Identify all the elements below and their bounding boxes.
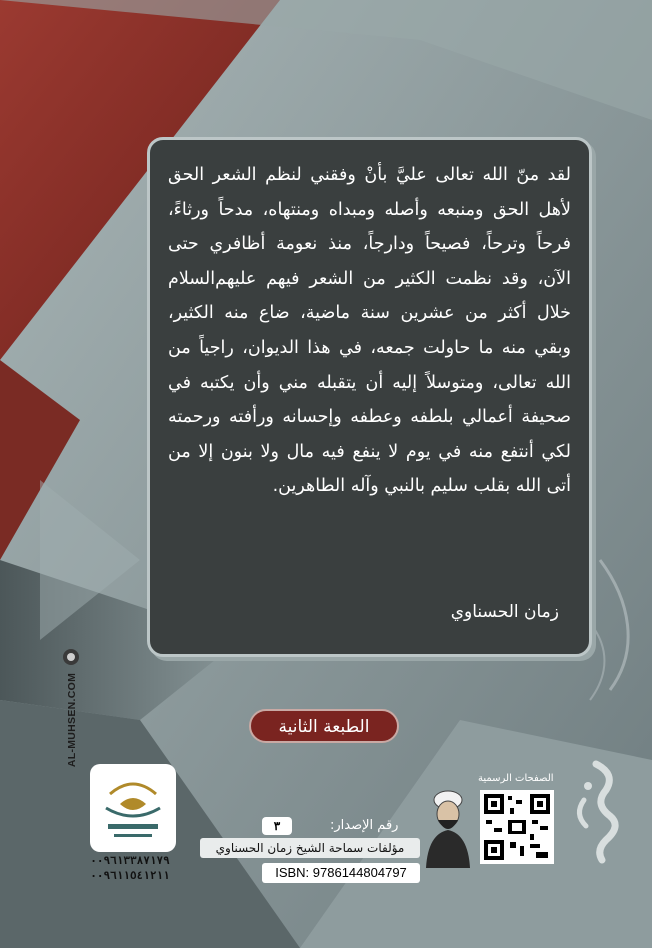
quote-panel bbox=[147, 137, 592, 657]
quote-text: لقد منّ الله تعالى عليَّ بأنْ وفقني لنظم الشعر الحق لأهل الحق ومنبعه وأصله ومبداه ومنتهاه، مدحاً ورثاءً، فرحاً وترحاً، فصيحاً ودارجاً، منذ نعومة أظافري حتى الآن، وقد نظمت الكثير من الشعر فيهم عليهم‌السلام خلال أكثر من عشرين سنة ماضية، ضاع منه الكثير، وبقي منه ما حاولت جمعه، في هذا الديوان، راجياً من الله تعالى، ومتوسلاً إليه أن يتقبله مني وأن يكتبه في صحيفة أعمالي بلطفه وعطفه وإحسانه ورأفته ورحمته لكي أنتفع منه في يوم لا ينفع فيه مال ولا بنون إلا من أتى الله بقلب سليم بالنبي وآله الطاهرين. bbox=[168, 165, 571, 497]
side-url bbox=[52, 650, 92, 790]
side-url-text: AL-MUHSEN.COM bbox=[66, 672, 78, 768]
site-emblem-icon bbox=[62, 648, 80, 666]
author-signature: زمان الحسناوي bbox=[450, 602, 559, 622]
series-title: مؤلفات سماحة الشيخ زمان الحسناوي bbox=[200, 838, 420, 858]
edition-badge: الطبعة الثانية bbox=[249, 709, 399, 743]
qr-code-icon bbox=[480, 790, 554, 864]
author-portrait bbox=[420, 782, 476, 868]
qr-label: الصفحات الرسمية bbox=[478, 773, 554, 784]
quote-paragraph bbox=[168, 158, 571, 504]
phone-number: ٠٠٩٦١٣٣٨٧١٧٩ bbox=[90, 854, 170, 867]
phone-number: ٠٠٩٦١١٥٤١٢١١ bbox=[90, 869, 170, 882]
publisher-phones bbox=[78, 853, 182, 883]
author-portrait-icon bbox=[420, 782, 476, 868]
issue-number: ٣ bbox=[262, 817, 292, 835]
brand-logo bbox=[566, 760, 628, 864]
qr-code[interactable] bbox=[480, 790, 554, 864]
publisher-logo bbox=[90, 764, 176, 852]
isbn: ISBN: 9786144804797 bbox=[262, 863, 420, 883]
publisher-logo-icon bbox=[90, 764, 176, 852]
brand-calligraphy-icon bbox=[566, 760, 628, 864]
issue-label: رقم الإصدار: bbox=[330, 818, 399, 833]
